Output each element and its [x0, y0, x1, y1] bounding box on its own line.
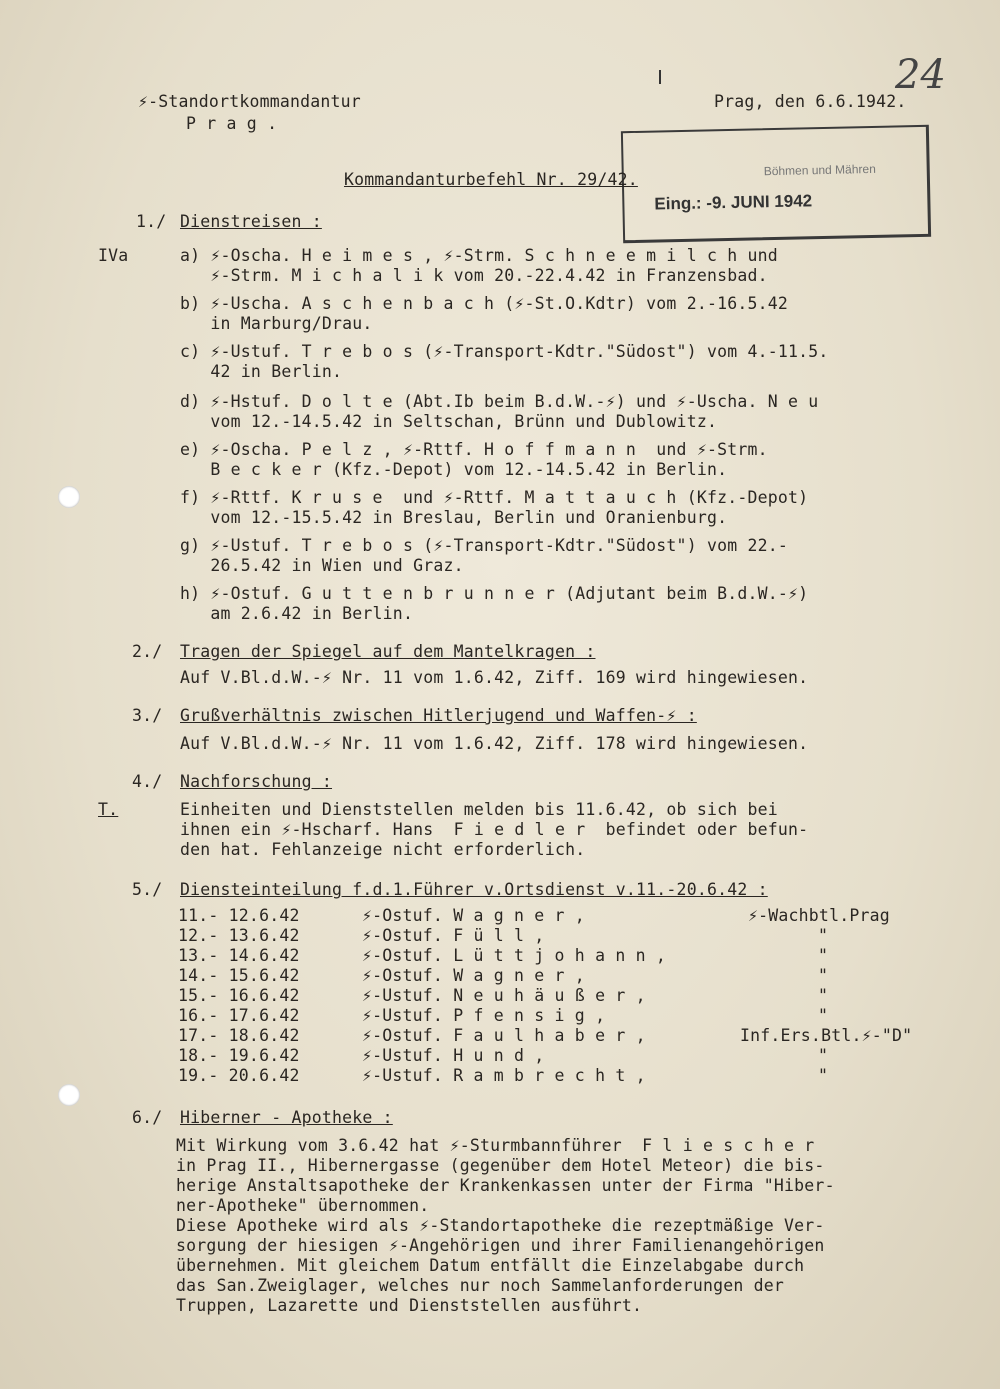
roster-date: 16.- 17.6.42: [178, 1006, 300, 1025]
roster-officer: ⚡-Ostuf. F a u l h a b e r ,: [362, 1026, 646, 1045]
section-title: Diensteinteilung f.d.1.Führer v.Ortsdienst v.11.-20.6.42 :: [180, 880, 768, 899]
roster-unit: ": [818, 966, 829, 985]
roster-date: 14.- 15.6.42: [178, 966, 300, 985]
roster-officer: ⚡-Ostuf. W a g n e r ,: [362, 906, 585, 925]
roster-date: 12.- 13.6.42: [178, 926, 300, 945]
roster-date: 19.- 20.6.42: [178, 1066, 300, 1085]
roster-unit: ": [818, 1046, 829, 1065]
roster-unit: Inf.Ers.Btl.⚡-"D": [740, 1026, 913, 1045]
section-title: Hiberner - Apotheke :: [180, 1108, 393, 1127]
text-line: vom 12.-15.5.42 in Breslau, Berlin und Oranienburg.: [180, 508, 728, 527]
section-number: 4./: [132, 772, 163, 791]
text-line: g) ⚡-Ustuf. T r e b o s (⚡-Transport-Kdtr."Südost") vom 22.-: [180, 536, 789, 555]
roster-date: 17.- 18.6.42: [178, 1026, 300, 1045]
text-line: f) ⚡-Rttf. K r u s e und ⚡-Rttf. M a t t a u c h (Kfz.-Depot): [180, 488, 809, 507]
office-name: ⚡-Standortkommandantur: [138, 92, 361, 111]
section-title: Nachforschung :: [180, 772, 333, 791]
roster-unit: ": [818, 926, 829, 945]
roster-unit: ": [818, 946, 829, 965]
text-line: h) ⚡-Ostuf. G u t t e n b r u n n e r (Adjutant beim B.d.W.-⚡): [180, 584, 809, 603]
roster-officer: ⚡-Ustuf. R a m b r e c h t ,: [362, 1066, 646, 1085]
roster-date: 13.- 14.6.42: [178, 946, 300, 965]
text-line: vom 12.-14.5.42 in Seltschan, Brünn und Dublowitz.: [180, 412, 718, 431]
roster-date: 18.- 19.6.42: [178, 1046, 300, 1065]
text-line: in Marburg/Drau.: [180, 314, 373, 333]
section-number: 6./: [132, 1108, 163, 1127]
roster-officer: ⚡-Ustuf. P f e n s i g ,: [362, 1006, 606, 1025]
text-line: a) ⚡-Oscha. H e i m e s , ⚡-Strm. S c h n e e m i l c h und: [180, 246, 778, 265]
punch-hole: [58, 1084, 80, 1106]
text-line: Auf V.Bl.d.W.-⚡ Nr. 11 vom 1.6.42, Ziff. 178 wird hingewiesen.: [180, 734, 809, 753]
roster-unit: ": [818, 986, 829, 1005]
text-line: den hat. Fehlanzeige nicht erforderlich.: [180, 840, 586, 859]
stamp-line: Böhmen und Mähren: [763, 161, 876, 179]
roster-officer: ⚡-Ostuf. L ü t t j o h a n n ,: [362, 946, 667, 965]
text-line: herige Anstaltsapotheke der Krankenkassen unter der Firma "Hiber-: [176, 1176, 835, 1195]
text-line: 42 in Berlin.: [180, 362, 343, 381]
text-line: c) ⚡-Ustuf. T r e b o s (⚡-Transport-Kdtr."Südost") vom 4.-11.5.: [180, 342, 829, 361]
text-line: in Prag II., Hibernergasse (gegenüber dem Hotel Meteor) die bis-: [176, 1156, 825, 1175]
text-line: übernehmen. Mit gleichem Datum entfällt die Einzelabgabe durch: [176, 1256, 805, 1275]
handwritten-page-number: 24: [895, 52, 946, 98]
roster-date: 15.- 16.6.42: [178, 986, 300, 1005]
text-line: das San.Zweiglager, welches nur noch Sammelanforderungen der: [176, 1276, 785, 1295]
text-line: sorgung der hiesigen ⚡-Angehörigen und ihrer Familienangehörigen: [176, 1236, 825, 1255]
text-line: ⚡-Strm. M i c h a l i k vom 20.-22.4.42 in Franzensbad.: [180, 266, 768, 285]
roster-date: 11.- 12.6.42: [178, 906, 300, 925]
text-line: d) ⚡-Hstuf. D o l t e (Abt.Ib beim B.d.W.-⚡) und ⚡-Uscha. N e u: [180, 392, 819, 411]
roster-unit: ": [818, 1066, 829, 1085]
text-line: Mit Wirkung vom 3.6.42 hat ⚡-Sturmbannführer F l i e s c h e r: [176, 1136, 815, 1155]
roster-officer: ⚡-Ustuf. H u n d ,: [362, 1046, 545, 1065]
text-line: e) ⚡-Oscha. P e l z , ⚡-Rttf. H o f f m a n n und ⚡-Strm.: [180, 440, 768, 459]
section-title: Grußverhältnis zwischen Hitlerjugend und Waffen-⚡ :: [180, 706, 697, 725]
text-line: am 2.6.42 in Berlin.: [180, 604, 414, 623]
text-line: B e c k e r (Kfz.-Depot) vom 12.-14.5.42 in Berlin.: [180, 460, 728, 479]
roster-unit: ": [818, 1006, 829, 1025]
section-number: 5./: [132, 880, 163, 899]
section-title: Dienstreisen :: [180, 212, 322, 231]
roster-officer: ⚡-Ostuf. F ü l l ,: [362, 926, 545, 945]
text-line: Truppen, Lazarette und Dienststellen ausführt.: [176, 1296, 643, 1315]
text-line: Einheiten und Dienststellen melden bis 11.6.42, ob sich bei: [180, 800, 778, 819]
punch-hole: [58, 486, 80, 508]
section-number: 2./: [132, 642, 163, 661]
text-line: ner-Apotheke" übernommen.: [176, 1196, 430, 1215]
office-city: P r a g .: [186, 114, 278, 133]
roster-officer: ⚡-Ostuf. W a g n e r ,: [362, 966, 585, 985]
section-number: 1./: [136, 212, 167, 231]
roster-unit: ⚡-Wachbtl.Prag: [748, 906, 890, 925]
document-date: Prag, den 6.6.1942.: [714, 92, 907, 111]
mark: [659, 70, 661, 84]
document-title: Kommandanturbefehl Nr. 29/42.: [344, 170, 638, 189]
text-line: 26.5.42 in Wien und Graz.: [180, 556, 464, 575]
section-number: 3./: [132, 706, 163, 725]
section-title: Tragen der Spiegel auf dem Mantelkragen :: [180, 642, 596, 661]
received-stamp: [621, 125, 931, 243]
text-line: ihnen ein ⚡-Hscharf. Hans F i e d l e r befindet oder befun-: [180, 820, 809, 839]
margin-note: T.: [98, 800, 119, 819]
text-line: Diese Apotheke wird als ⚡-Standortapotheke die rezeptmäßige Ver-: [176, 1216, 825, 1235]
text-line: Auf V.Bl.d.W.-⚡ Nr. 11 vom 1.6.42, Ziff. 169 wird hingewiesen.: [180, 668, 809, 687]
stamp-date: Eing.: -9. JUNI 1942: [654, 191, 813, 214]
margin-note: IVa: [98, 246, 129, 265]
text-line: b) ⚡-Uscha. A s c h e n b a c h (⚡-St.O.Kdtr) vom 2.-16.5.42: [180, 294, 789, 313]
roster-officer: ⚡-Ustuf. N e u h ä u ß e r ,: [362, 986, 646, 1005]
